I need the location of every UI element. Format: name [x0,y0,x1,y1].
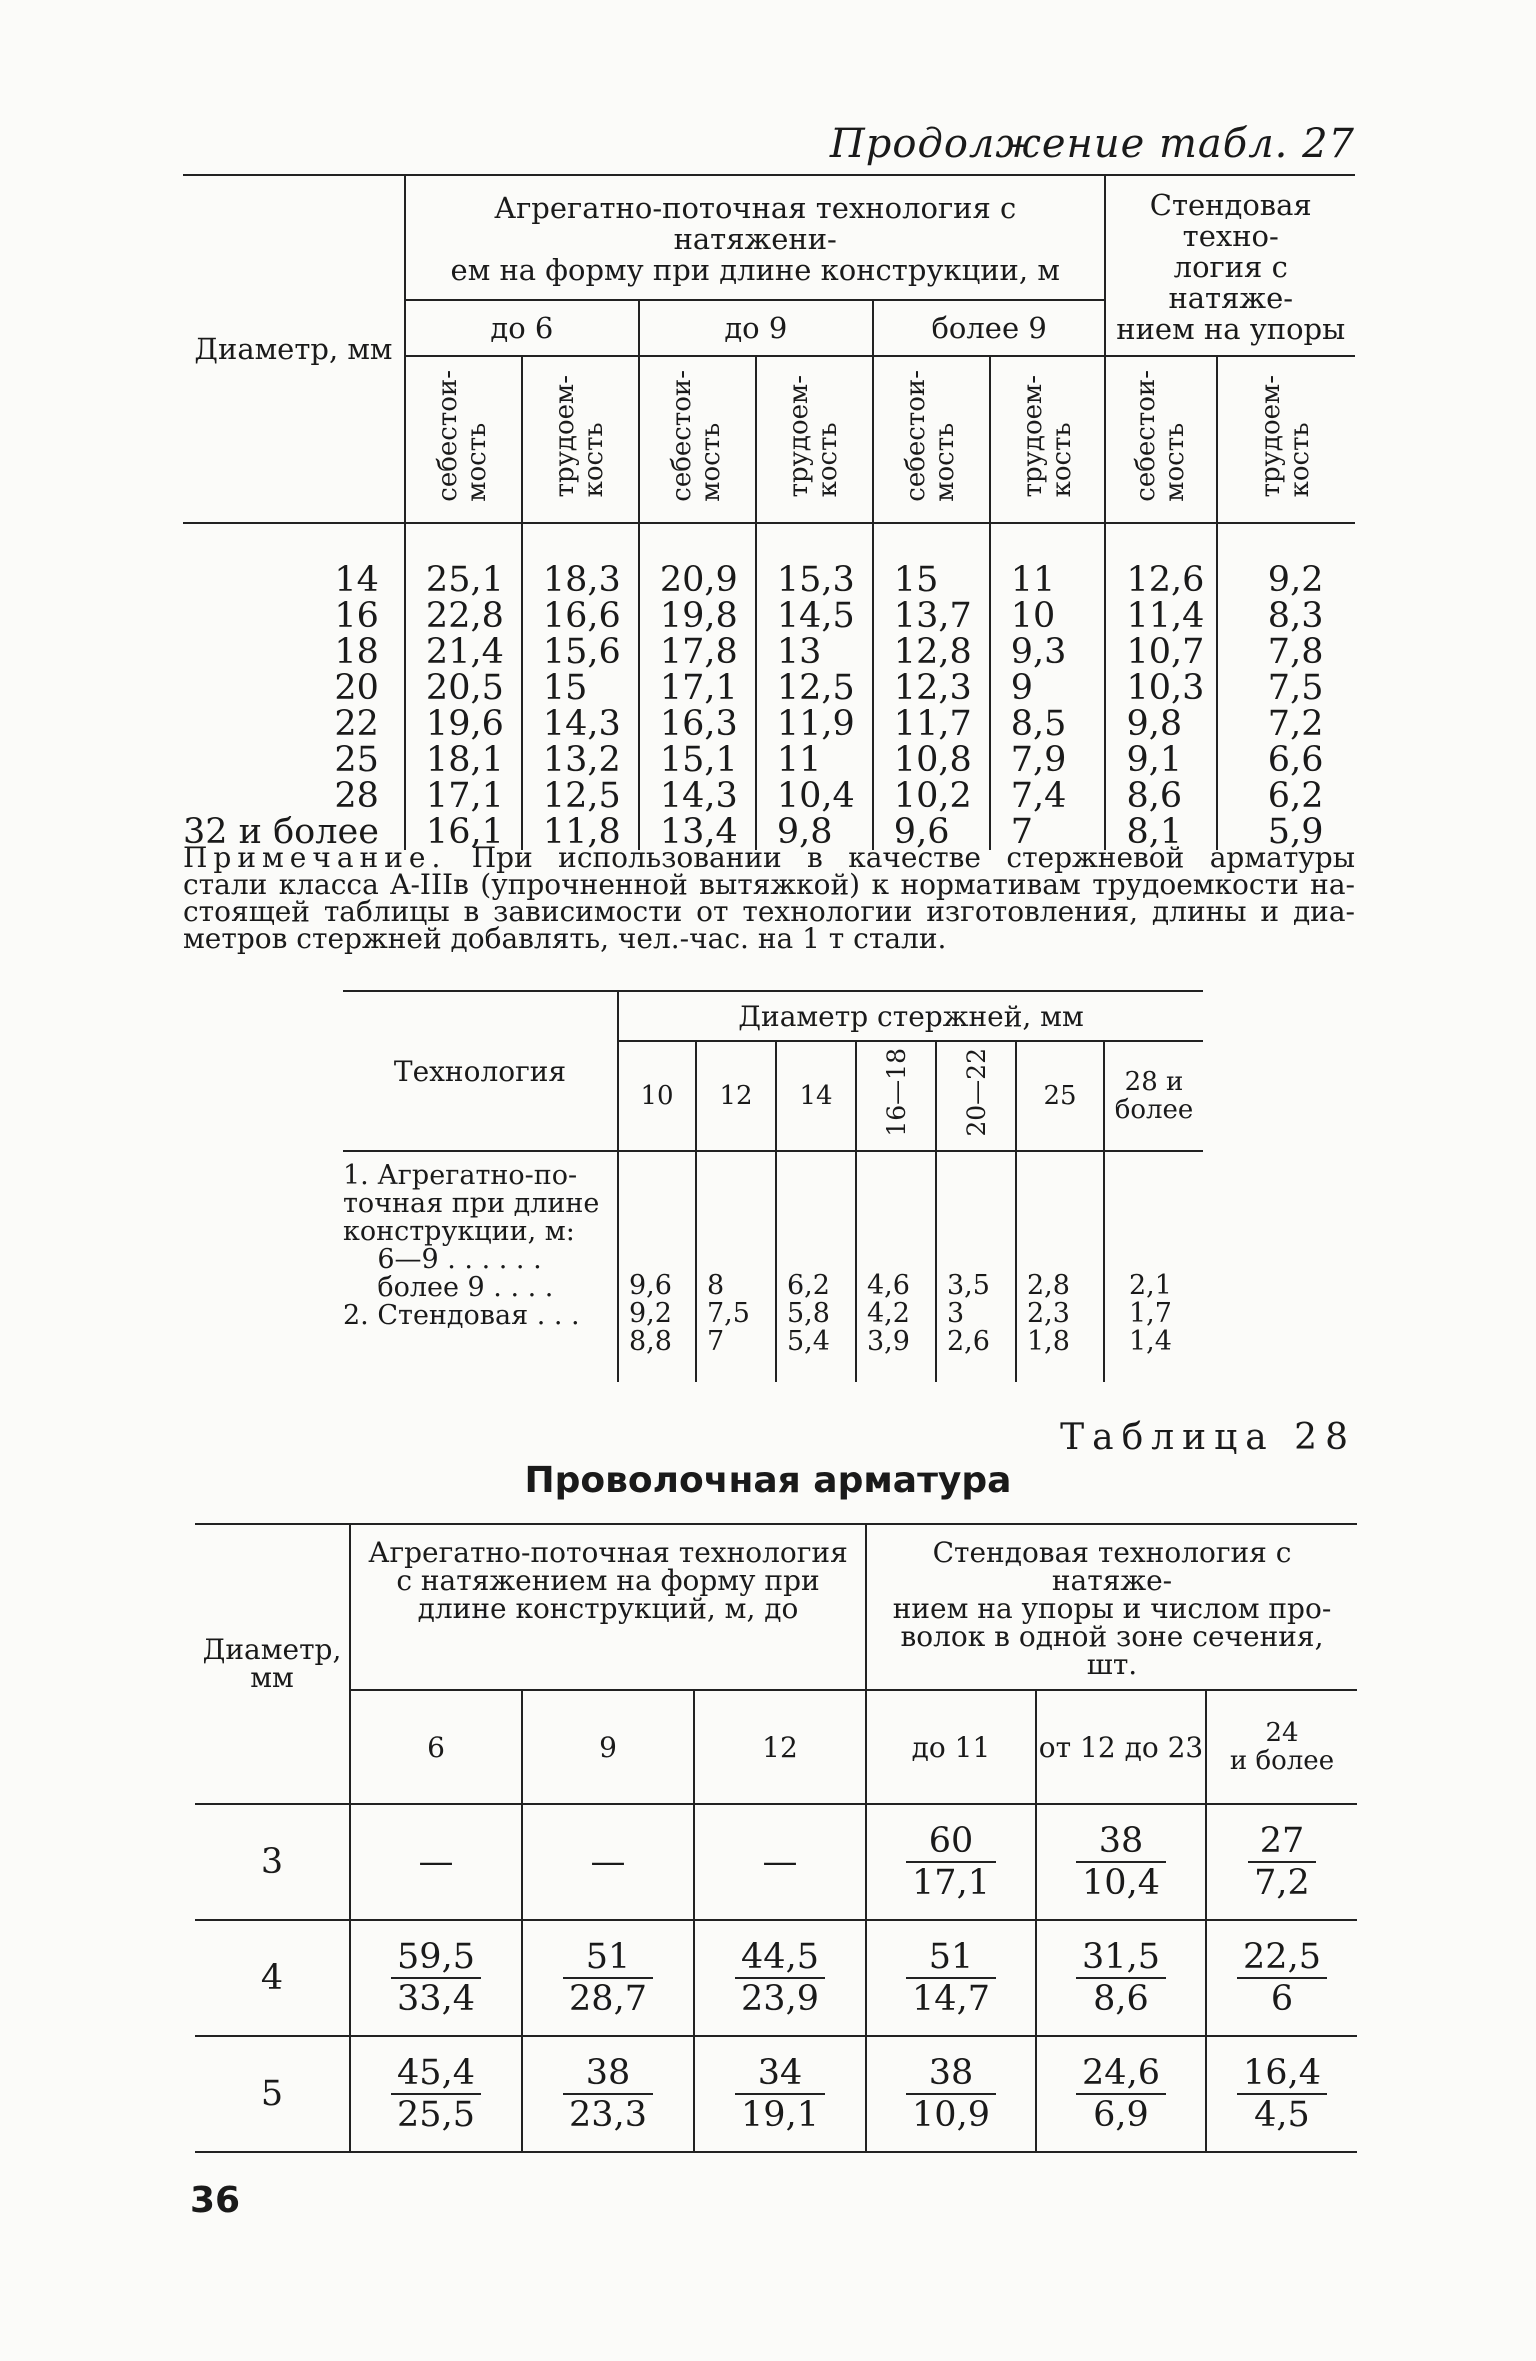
note-text: При использовании в качестве стержневой арматуры [471,841,1355,874]
diameter-value: 5 [260,2074,284,2114]
bench-technology-header: Стендовая техно- логия с натяже- нием на упоры [1105,175,1355,356]
table-cell: $\frac{16,4}{4,5}$ [1206,2036,1357,2152]
table-cell: 8 7,5 7 [696,1151,776,1382]
note-label: Примечание. [183,841,447,874]
table-cell: 9,6 9,2 8,8 [618,1151,696,1382]
diameter-header: Диаметр, мм [195,1524,350,1804]
length-column-header: 9 [522,1690,694,1804]
table-cell: $\frac{38}{10,9}$ [866,2036,1036,2152]
table-cell: 18,3 16,6 15,6 15 14,3 13,2 12,5 11,8 [522,523,639,850]
table-cell: $\frac{59,5}{33,4}$ [350,1920,522,2036]
table-cell: $\frac{38}{23,3}$ [522,2036,694,2152]
diameter-column-header: 14 [776,1041,856,1151]
diameter-column-header: 20—22 [936,1041,1016,1151]
diameter-column-header: 10 [618,1041,696,1151]
diameter-column-header: 12 [696,1041,776,1151]
diameter-column-header: 16—18 [856,1041,936,1151]
table-cell: 15,3 14,5 13 12,5 11,9 11 10,4 9,8 [756,523,873,850]
table-cell: $\frac{44,5}{23,9}$ [694,1920,866,2036]
labor-addition-table [343,990,1203,1382]
wire-count-column-header: от 12 до 23 [1036,1690,1206,1804]
continuation-title: Продолжение табл. 27 [829,121,1355,167]
table-cell: $\frac{45,4}{25,5}$ [350,2036,522,2152]
table-cell: 3,5 3 2,6 [936,1151,1016,1382]
aggregate-technology-header: Агрегатно-поточная технология с натяжени- ем на форму при длине конструкции, м [405,175,1106,300]
technology-labels: 1. Агрегатно-по- точная при длине конструкции, м: 6—9 . . . . . . более 9 . . . . 2. Стендовая . . . [343,1160,600,1331]
table-cell: — [522,1804,694,1920]
table-cell: 2,8 2,3 1,8 [1016,1151,1104,1382]
table-cell: 11 10 9,3 9 8,5 7,9 7,4 7 [990,523,1106,850]
table-28-label: Таблица 28 [1060,1417,1356,1458]
labor-header: трудоем- кость [756,356,873,523]
note-text: метров стержней добавлять, чел.-час. на 1 т стали. [183,922,947,955]
length-up-to-9: до 9 [639,300,873,356]
table-cell: — [350,1804,522,1920]
diameter-value: 3 [260,1842,284,1882]
table-cell: $\frac{27}{7,2}$ [1206,1804,1357,1920]
rod-diameter-header: Диаметр стержней, мм [618,991,1203,1041]
table-cell: $\frac{24,6}{6,9}$ [1036,2036,1206,2152]
table-cell: 9,2 8,3 7,8 7,5 7,2 6,6 6,2 5,9 [1217,523,1355,850]
cost-header: себестои- мость [1105,356,1216,523]
note-text: стоящей таблицы в зависимости от технологии изготовления, длины и диа- [183,895,1355,928]
technology-header: Технология [343,991,618,1151]
diameter-header: Диаметр, мм [194,331,393,366]
labor-header: трудоем- кость [522,356,639,523]
table-cell: $\frac{38}{10,4}$ [1036,1804,1206,1920]
diameter-column-header: 28 и более [1104,1041,1203,1151]
diameter-value: 4 [260,1958,284,1998]
table-cell: 15 13,7 12,8 12,3 11,7 10,8 10,2 9,6 [873,523,990,850]
cost-header: себестои- мость [873,356,990,523]
table-cell: — [694,1804,866,1920]
page-number: 36 [190,2180,241,2221]
cost-header: себестои- мость [405,356,522,523]
diameter-column-header: 25 [1016,1041,1104,1151]
table-cell: 2,1 1,7 1,4 [1104,1151,1203,1382]
diameter-values: 14 16 18 20 22 25 28 32 и более [183,560,379,852]
table-cell: $\frac{51}{14,7}$ [866,1920,1036,2036]
length-column-header: 6 [350,1690,522,1804]
labor-header: трудоем- кость [1217,356,1355,523]
note-text: стали класса A-IIIв (упрочненной вытяжкой) к нормативам трудоемкости на- [183,868,1355,901]
aggregate-technology-header: Агрегатно-поточная технология с натяжением на форму при длине конструкций, м, до [350,1524,866,1690]
table-cell: $\frac{22,5}{6}$ [1206,1920,1357,2036]
table-cell: $\frac{60}{17,1}$ [866,1804,1036,1920]
table-cell: $\frac{31,5}{8,6}$ [1036,1920,1206,2036]
bench-technology-header: Стендовая технология с натяже- нием на упоры и числом про- волок в одной зоне сечения, шт. [866,1524,1357,1690]
labor-header: трудоем- кость [990,356,1106,523]
table-27-continuation [183,174,1355,850]
table-28 [195,1523,1357,2153]
table-cell: 12,6 11,4 10,7 10,3 9,8 9,1 8,6 8,1 [1105,523,1216,850]
length-column-header: 12 [694,1690,866,1804]
table-cell: 25,1 22,8 21,4 20,5 19,6 18,1 17,1 16,1 [405,523,522,850]
table-cell: 6,2 5,8 5,4 [776,1151,856,1382]
length-over-9: более 9 [873,300,1106,356]
table-cell: $\frac{51}{28,7}$ [522,1920,694,2036]
cost-header: себестои- мость [639,356,756,523]
table-note [183,841,1355,955]
wire-count-column-header: до 11 [866,1690,1036,1804]
table-cell: 20,9 19,8 17,8 17,1 16,3 15,1 14,3 13,4 [639,523,756,850]
wire-count-column-header: 24 и более [1206,1690,1357,1804]
table-28-title: Проволочная арматура [524,1460,1012,1501]
length-up-to-6: до 6 [405,300,639,356]
table-cell: 4,6 4,2 3,9 [856,1151,936,1382]
table-cell: $\frac{34}{19,1}$ [694,2036,866,2152]
